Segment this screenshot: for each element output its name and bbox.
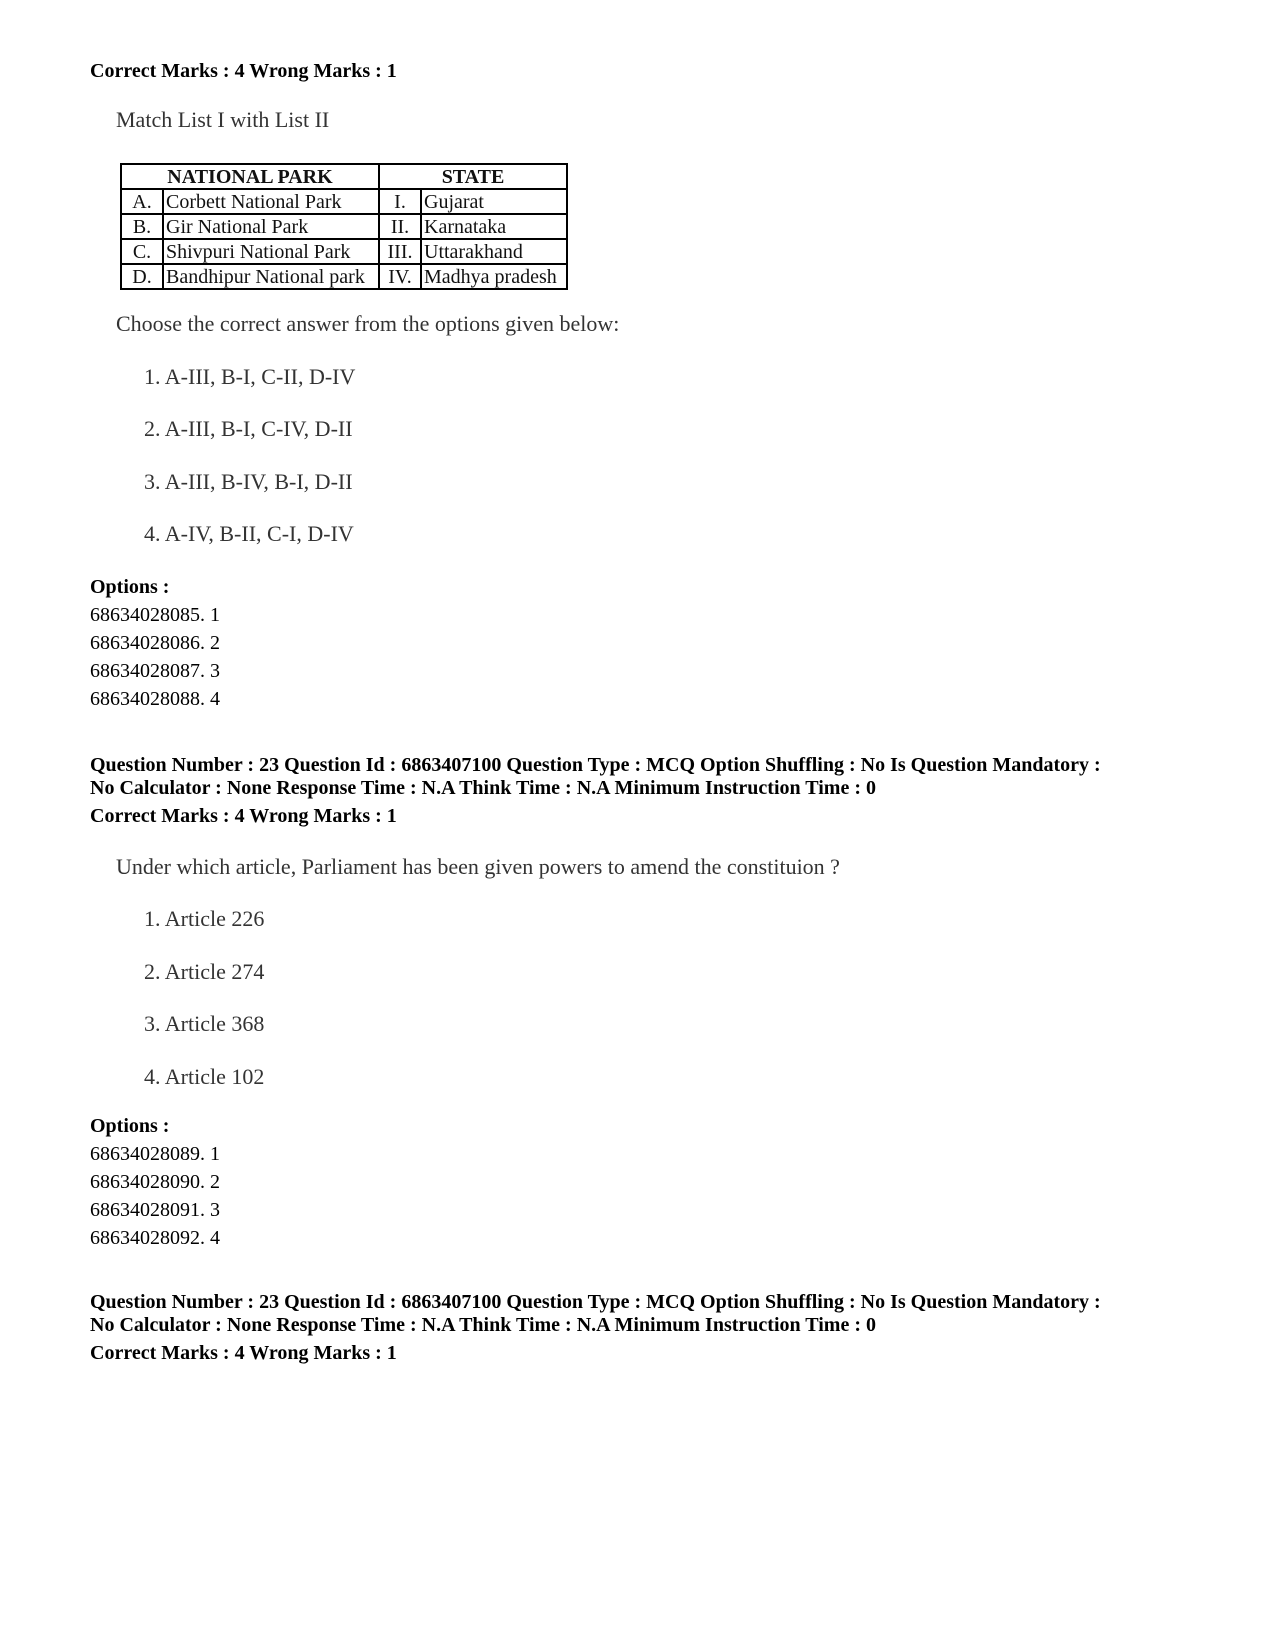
match-table	[120, 163, 568, 290]
marks-line: Correct Marks : 4 Wrong Marks : 1	[90, 805, 397, 827]
state-name: Karnataka	[421, 214, 567, 239]
answer-choice: 4. A-IV, B-II, C-I, D-IV	[144, 521, 354, 546]
row-roman: III.	[379, 239, 421, 264]
question-instruction: Match List I with List II	[116, 107, 330, 132]
option-id: 68634028089. 1	[90, 1143, 220, 1165]
state-name: Uttarakhand	[421, 239, 567, 264]
question-text: Under which article, Parliament has been given powers to amend the constituion ?	[116, 854, 840, 879]
table-header-state: STATE	[379, 164, 567, 189]
option-id: 68634028090. 2	[90, 1171, 220, 1193]
park-name: Shivpuri National Park	[163, 239, 379, 264]
answer-choice: 4. Article 102	[144, 1064, 265, 1089]
option-id: 68634028092. 4	[90, 1227, 220, 1249]
marks-line: Correct Marks : 4 Wrong Marks : 1	[90, 60, 397, 82]
row-roman: IV.	[379, 264, 421, 289]
answer-choice: 3. A-III, B-IV, B-I, D-II	[144, 469, 353, 494]
choose-instruction: Choose the correct answer from the options given below:	[116, 311, 620, 336]
park-name: Corbett National Park	[163, 189, 379, 214]
question-header: No Calculator : None Response Time : N.A Think Time : N.A Minimum Instruction Time : 0	[90, 777, 876, 799]
option-id: 68634028086. 2	[90, 632, 220, 654]
table-header-park: NATIONAL PARK	[121, 164, 379, 189]
options-label: Options :	[90, 576, 170, 598]
question-header: No Calculator : None Response Time : N.A Think Time : N.A Minimum Instruction Time : 0	[90, 1314, 876, 1336]
answer-choice: 2. Article 274	[144, 959, 265, 984]
table-row	[121, 264, 567, 289]
table-row	[121, 214, 567, 239]
options-label: Options :	[90, 1115, 170, 1137]
table-row	[121, 239, 567, 264]
state-name: Madhya pradesh	[421, 264, 567, 289]
row-roman: I.	[379, 189, 421, 214]
answer-choice: 1. A-III, B-I, C-II, D-IV	[144, 364, 356, 389]
option-id: 68634028087. 3	[90, 660, 220, 682]
marks-line: Correct Marks : 4 Wrong Marks : 1	[90, 1342, 397, 1364]
option-id: 68634028085. 1	[90, 604, 220, 626]
table-row	[121, 189, 567, 214]
answer-choice: 2. A-III, B-I, C-IV, D-II	[144, 416, 353, 441]
answer-choice: 3. Article 368	[144, 1011, 265, 1036]
row-letter: D.	[121, 264, 163, 289]
row-roman: II.	[379, 214, 421, 239]
question-header: Question Number : 23 Question Id : 6863407100 Question Type : MCQ Option Shuffling : No Is Question Mandatory :	[90, 754, 1101, 776]
option-id: 68634028091. 3	[90, 1199, 220, 1221]
row-letter: A.	[121, 189, 163, 214]
question-header: Question Number : 23 Question Id : 6863407100 Question Type : MCQ Option Shuffling : No Is Question Mandatory :	[90, 1291, 1101, 1313]
row-letter: B.	[121, 214, 163, 239]
option-id: 68634028088. 4	[90, 688, 220, 710]
park-name: Gir National Park	[163, 214, 379, 239]
answer-choice: 1. Article 226	[144, 906, 265, 931]
state-name: Gujarat	[421, 189, 567, 214]
row-letter: C.	[121, 239, 163, 264]
park-name: Bandhipur National park	[163, 264, 379, 289]
